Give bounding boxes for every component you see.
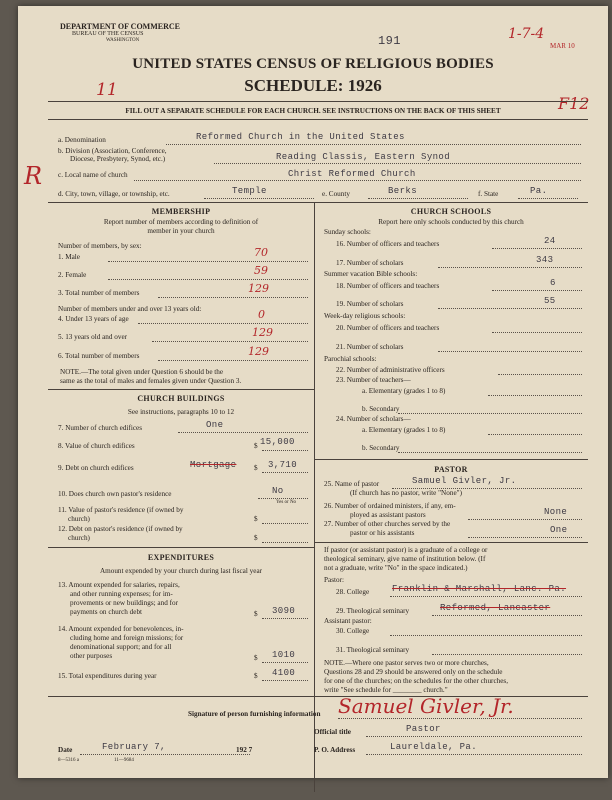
summer-officers-value: 6	[550, 278, 556, 288]
expenditures-heading: EXPENDITURES	[147, 553, 215, 562]
total-members-value: 129	[248, 282, 269, 295]
dollar-sign-11: $	[254, 515, 258, 523]
form-print-code: 8—5316 a	[58, 758, 79, 763]
summer-officers-label: 18. Number of officers and teachers	[336, 282, 440, 290]
date-label: Date	[58, 746, 73, 754]
sunday-officers-label: 16. Number of officers and teachers	[336, 240, 440, 248]
pastor-residence-label: 10. Does church own pastor's residence	[58, 490, 172, 498]
dollar-sign-13: $	[254, 610, 258, 618]
total-members-label: 3. Total number of members	[58, 289, 140, 297]
schedule-number: 191	[378, 34, 401, 48]
teachers-label: 23. Number of teachers—	[336, 376, 411, 384]
denomination-label: a. Denomination	[58, 136, 106, 144]
under-13-value: 0	[258, 308, 265, 321]
division-sublabel: Diocese, Presbytery, Synod, etc.)	[70, 155, 166, 163]
sunday-schools-label: Sunday schools:	[324, 228, 371, 236]
sunday-scholars-label: 17. Number of scholars	[336, 259, 404, 267]
dollar-sign-9: $	[254, 464, 258, 472]
members-by-sex-label: Number of members, by sex:	[58, 242, 142, 250]
salaries-label-3: provements or new buildings; and for	[70, 599, 178, 607]
city-label: d. City, town, village, or township, etc.	[58, 190, 170, 198]
date-year-suffix: 192 7	[236, 746, 253, 754]
department-name: DEPARTMENT OF COMMERCE	[60, 22, 181, 31]
buildings-note: See instructions, paragraphs 10 to 12	[127, 408, 235, 416]
membership-heading: MEMBERSHIP	[151, 207, 211, 216]
weekday-scholars-label: 21. Number of scholars	[336, 343, 404, 351]
residence-value-sublabel: church)	[68, 515, 90, 523]
benevolences-value: 1010	[272, 650, 296, 660]
seminary-value: Reformed, Lancaster	[440, 603, 551, 613]
benevolences-label-1: 14. Amount expended for benevolences, in-	[58, 625, 184, 633]
age-split-label: Number of members under and over 13 years old:	[58, 305, 202, 313]
received-stamp: MAR 10	[550, 42, 575, 50]
dollar-sign-14: $	[254, 654, 258, 662]
other-churches-label-2: pastor or his assistants	[350, 529, 415, 537]
parochial-schools-label: Parochial schools:	[324, 355, 377, 363]
benevolences-label-2: cluding home and foreign missions; for	[70, 634, 184, 642]
pastor-residence-value: No	[272, 486, 284, 496]
college-value: Franklin & Marshall, Lanc. Pa.	[392, 584, 567, 594]
benevolences-label-4: other purposes	[70, 652, 113, 660]
weekday-officers-label: 20. Number of officers and teachers	[336, 324, 440, 332]
over-13-label: 5. 13 years old and over	[58, 333, 128, 341]
graduate-note-3: not a graduate, write "No" in the space indicated.)	[324, 564, 468, 572]
bureau-city: WASHINGTON	[106, 38, 140, 43]
salaries-label-4: payments on church debt	[70, 608, 143, 616]
form-print-number: 11—9684	[114, 758, 134, 763]
division-label: b. Division (Association, Conference,	[58, 147, 167, 155]
official-title-value: Pastor	[406, 724, 441, 734]
edifices-count-value: One	[206, 420, 224, 430]
expenditures-note: Amount expended by your church during last fiscal year	[99, 567, 263, 575]
assistant-seminary-label: 31. Theological seminary	[336, 646, 410, 654]
dollar-sign-15: $	[254, 672, 258, 680]
teachers-secondary-label: b. Secondary	[362, 405, 400, 413]
ministers-count-value: None	[544, 507, 568, 517]
debt-mortgage-note: Mortgage	[190, 460, 237, 470]
dollar-sign-8: $	[254, 442, 258, 450]
summer-scholars-value: 55	[544, 296, 556, 306]
pastor-subheading: Pastor:	[324, 576, 344, 584]
seminary-label: 29. Theological seminary	[336, 607, 410, 615]
dollar-sign-12: $	[254, 534, 258, 542]
total-members-q6-value: 129	[248, 345, 269, 358]
official-title-label: Official title	[314, 728, 351, 736]
total-members-q6-label: 6. Total number of members	[58, 352, 140, 360]
debt-label: 9. Debt on church edifices	[58, 464, 134, 472]
church-name-label: c. Local name of church	[58, 171, 128, 179]
male-label: 1. Male	[58, 253, 80, 261]
salaries-value: 3090	[272, 606, 296, 616]
over-13-value: 129	[252, 326, 273, 339]
pastor-footnote-3: for one of the churches; on the schedules for the other churches,	[324, 677, 509, 685]
form-title: UNITED STATES CENSUS OF RELIGIOUS BODIES	[132, 56, 494, 72]
weekday-schools-label: Week-day religious schools:	[324, 312, 406, 320]
male-value: 70	[254, 246, 268, 259]
po-address-label: P. O. Address	[314, 746, 356, 754]
division-value: Reading Classis, Eastern Synod	[276, 152, 451, 162]
total-expenditures-label: 15. Total expenditures during year	[58, 672, 157, 680]
pastor-footnote-1: NOTE.—Where one pastor serves two or more churches,	[324, 659, 489, 667]
signature-label: Signature of person furnishing information	[188, 710, 321, 718]
college-label: 28. College	[336, 588, 370, 596]
pastor-name-value: Samuel Givler, Jr.	[412, 476, 517, 486]
sunday-scholars-value: 343	[536, 255, 554, 265]
yes-or-no-hint: Yes or No	[276, 500, 297, 505]
county-label: e. County	[322, 190, 350, 198]
schools-heading: CHURCH SCHOOLS	[410, 207, 492, 216]
membership-note-1: Report number of members according to definition of	[103, 218, 259, 226]
residence-debt-sublabel: church)	[68, 534, 90, 542]
ministers-count-label-1: 26. Number of ordained ministers, if any, em-	[324, 502, 456, 510]
residence-debt-label: 12. Debt on pastor's residence (if owned by	[58, 525, 183, 533]
denomination-value: Reformed Church in the United States	[196, 132, 405, 142]
buildings-heading: CHURCH BUILDINGS	[137, 394, 225, 403]
sunday-officers-value: 24	[544, 236, 556, 246]
pastor-name-hint: (If church has no pastor, write "None")	[350, 489, 462, 497]
ministers-count-label-2: ployed as assistant pastors	[350, 511, 426, 519]
scholars-label: 24. Number of scholars—	[336, 415, 411, 423]
edifices-count-label: 7. Number of church edifices	[58, 424, 143, 432]
census-schedule-sheet	[18, 6, 608, 778]
handwritten-date-note: 1-7-4	[508, 26, 545, 42]
edifices-value-value: 15,000	[260, 437, 295, 447]
pastor-name-label: 25. Name of pastor	[324, 480, 380, 488]
handwritten-r-mark: R	[24, 162, 43, 190]
summer-schools-label: Summer vacation Bible schools:	[324, 270, 418, 278]
pastor-signature: Samuel Givler, Jr.	[338, 694, 514, 718]
handwritten-number-left: 11	[96, 80, 118, 100]
po-address-value: Laureldale, Pa.	[390, 742, 478, 752]
total-expenditures-value: 4100	[272, 668, 296, 678]
other-churches-value: One	[550, 525, 568, 535]
membership-note-2: member in your church	[147, 227, 215, 235]
date-value: February 7,	[102, 742, 166, 752]
membership-footnote-2: same as the total of males and females given under Question 3.	[60, 377, 242, 385]
handwritten-number-right: F12	[558, 94, 590, 113]
city-value: Temple	[232, 186, 267, 196]
other-churches-label-1: 27. Number of other churches served by the	[324, 520, 451, 528]
state-value: Pa.	[530, 186, 548, 196]
bureau-name: BUREAU OF THE CENSUS	[72, 31, 144, 37]
debt-value: 3,710	[268, 460, 298, 470]
pastor-heading: PASTOR	[434, 465, 468, 474]
assistant-college-label: 30. College	[336, 627, 370, 635]
graduate-note-2: theological seminary, give name of institution below. (If	[324, 555, 486, 563]
benevolences-label-3: denominational support; and for all	[70, 643, 172, 651]
pastor-footnote-2: Questions 28 and 29 should be answered only on the schedule	[324, 668, 503, 676]
schools-note: Report here only schools conducted by this church	[378, 218, 524, 226]
assistant-pastor-subheading: Assistant pastor:	[324, 617, 372, 625]
county-value: Berks	[388, 186, 418, 196]
graduate-note-1: If pastor (or assistant pastor) is a graduate of a college or	[324, 546, 488, 554]
instruction-banner: FILL OUT A SEPARATE SCHEDULE FOR EACH CHURCH. SEE INSTRUCTIONS ON THE BACK OF THIS SHEET	[125, 107, 501, 115]
salaries-label-1: 13. Amount expended for salaries, repairs,	[58, 581, 180, 589]
pastor-footnote-4: write "See schedule for ________ church."	[324, 686, 448, 694]
admin-officers-label: 22. Number of administrative officers	[336, 366, 445, 374]
membership-footnote-1: NOTE.—The total given under Question 6 should be the	[60, 368, 224, 376]
form-schedule-year: SCHEDULE: 1926	[244, 76, 382, 95]
state-label: f. State	[478, 190, 499, 198]
church-name-value: Christ Reformed Church	[288, 169, 416, 179]
scholars-secondary-label: b. Secondary	[362, 444, 400, 452]
female-label: 2. Female	[58, 271, 87, 279]
teachers-elementary-label: a. Elementary (grades 1 to 8)	[362, 387, 446, 395]
female-value: 59	[254, 264, 268, 277]
salaries-label-2: and other running expenses; for im-	[70, 590, 173, 598]
residence-value-label: 11. Value of pastor's residence (if owned by	[58, 506, 184, 514]
scholars-elementary-label: a. Elementary (grades 1 to 8)	[362, 426, 446, 434]
summer-scholars-label: 19. Number of scholars	[336, 300, 404, 308]
under-13-label: 4. Under 13 years of age	[58, 315, 129, 323]
edifices-value-label: 8. Value of church edifices	[58, 442, 135, 450]
